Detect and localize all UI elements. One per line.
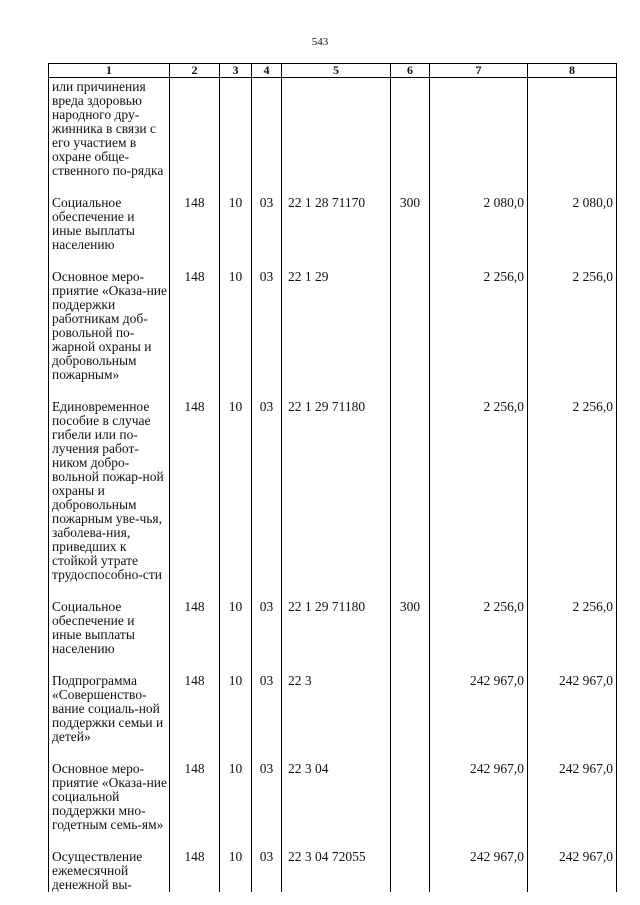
cell-amount-2: 242 967,0 [528,762,617,832]
cell-amount-2: 2 080,0 [528,196,617,252]
cell-subsection: 03 [252,674,282,744]
cell-target-code: 22 1 29 [282,270,391,382]
row-spacer [49,252,617,270]
table-row [49,674,617,744]
cell-subsection [252,78,282,179]
cell-expense-type [391,674,430,744]
cell-admin: 148 [170,400,220,582]
cell-section: 10 [220,400,252,582]
column-header: 6 [391,64,430,78]
column-header: 4 [252,64,282,78]
cell-target-code: 22 1 28 71170 [282,196,391,252]
cell-target-code: 22 3 04 [282,762,391,832]
row-name: Основное меро-приятие «Оказа-ние социальной поддержки мно-годетным семь-ям» [49,762,170,832]
row-spacer [49,656,617,674]
table-row [49,762,617,832]
cell-expense-type: 300 [391,196,430,252]
cell-section [220,78,252,179]
cell-expense-type [391,270,430,382]
cell-amount-1: 2 080,0 [430,196,528,252]
cell-amount-1: 2 256,0 [430,600,528,656]
cell-subsection: 03 [252,400,282,582]
cell-target-code: 22 3 04 72055 [282,850,391,892]
cell-admin: 148 [170,196,220,252]
row-name: Подпрограмма «Совершенство-вание социаль-ной поддержки семьи и детей» [49,674,170,744]
row-spacer [49,178,617,196]
cell-subsection: 03 [252,270,282,382]
row-spacer [49,582,617,600]
cell-target-code: 22 3 [282,674,391,744]
column-header: 2 [170,64,220,78]
cell-admin: 148 [170,674,220,744]
cell-amount-2 [528,78,617,179]
cell-admin: 148 [170,762,220,832]
cell-amount-1: 242 967,0 [430,674,528,744]
row-spacer [49,744,617,762]
row-name: Единовременное пособие в случае гибели или по-лучения работ-ником добро-вольной пожар-ной охраны и добровольным пожарным уве-чья, заболева-ния, приведших к стойкой утрате трудоспособно-сти [49,400,170,582]
cell-expense-type [391,850,430,892]
column-header: 8 [528,64,617,78]
row-name: Осуществление ежемесячной денежной вы- [49,850,170,892]
cell-target-code: 22 1 29 71180 [282,400,391,582]
cell-expense-type [391,400,430,582]
column-header: 7 [430,64,528,78]
cell-target-code: 22 1 29 71180 [282,600,391,656]
cell-admin: 148 [170,850,220,892]
cell-amount-1: 2 256,0 [430,270,528,382]
cell-amount-2: 242 967,0 [528,850,617,892]
cell-expense-type: 300 [391,600,430,656]
cell-subsection: 03 [252,850,282,892]
column-header: 1 [49,64,170,78]
cell-amount-2: 242 967,0 [528,674,617,744]
row-name: Основное меро-приятие «Оказа-ние поддержки работникам доб-ровольной по-жарной охраны и добровольным пожарным» [49,270,170,382]
row-name: Социальное обеспечение и иные выплаты населению [49,600,170,656]
column-number-row [49,64,617,78]
cell-section: 10 [220,270,252,382]
cell-expense-type [391,78,430,179]
cell-section: 10 [220,850,252,892]
budget-table [48,63,617,892]
cell-amount-2: 2 256,0 [528,400,617,582]
cell-section: 10 [220,762,252,832]
table-row [49,196,617,252]
table-row [49,400,617,582]
table-row [49,850,617,892]
cell-subsection: 03 [252,196,282,252]
row-name: Социальное обеспечение и иные выплаты населению [49,196,170,252]
cell-admin: 148 [170,600,220,656]
row-spacer [49,382,617,400]
table-row [49,270,617,382]
page-number: 543 [311,36,329,48]
cell-admin: 148 [170,270,220,382]
cell-amount-2: 2 256,0 [528,600,617,656]
cell-admin [170,78,220,179]
column-header: 3 [220,64,252,78]
cell-expense-type [391,762,430,832]
row-spacer [49,832,617,850]
table-row [49,600,617,656]
cell-amount-1 [430,78,528,179]
cell-subsection: 03 [252,600,282,656]
cell-section: 10 [220,674,252,744]
cell-amount-1: 242 967,0 [430,850,528,892]
table-row [49,78,617,179]
cell-section: 10 [220,196,252,252]
column-header: 5 [282,64,391,78]
cell-amount-1: 2 256,0 [430,400,528,582]
cell-amount-2: 2 256,0 [528,270,617,382]
row-name: или причинения вреда здоровью народного дру-жинника в связи с его участием в охране обще-ственного по-рядка [49,78,170,179]
cell-amount-1: 242 967,0 [430,762,528,832]
cell-section: 10 [220,600,252,656]
cell-subsection: 03 [252,762,282,832]
cell-target-code [282,78,391,179]
